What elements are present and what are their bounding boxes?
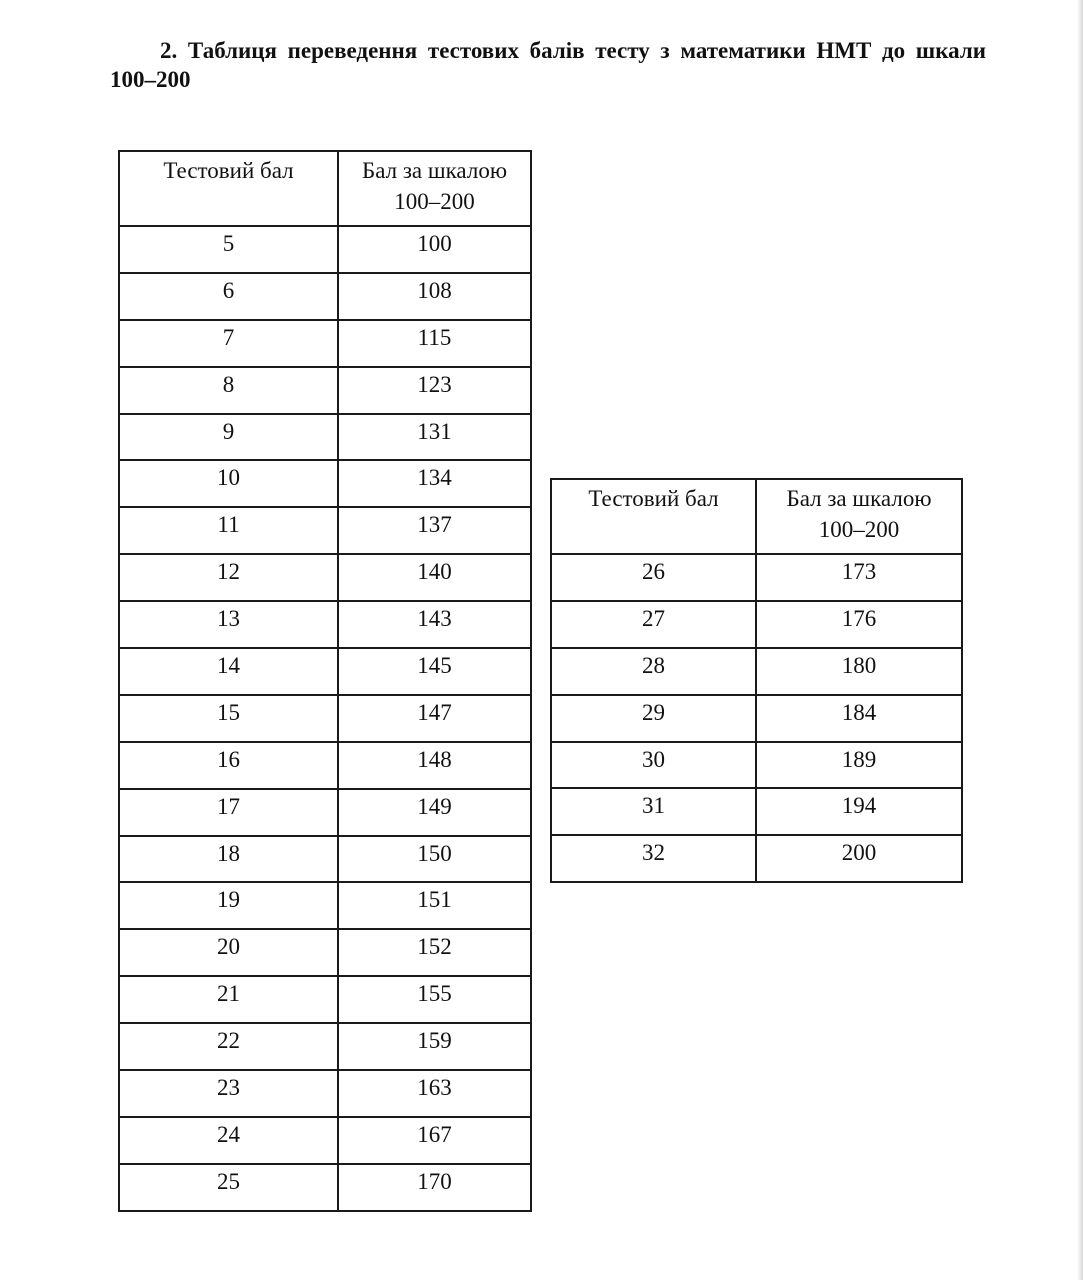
- header-scale-line1: Бал за шкалою: [362, 158, 507, 183]
- cell-scale-score: 173: [756, 554, 962, 601]
- cell-scale-score: 145: [338, 648, 531, 695]
- table-row: [119, 976, 531, 1023]
- cell-test-score: 27: [551, 601, 756, 648]
- table-row: [119, 601, 531, 648]
- cell-test-score: 19: [119, 882, 338, 929]
- table-row: [119, 648, 531, 695]
- cell-test-score: 23: [119, 1070, 338, 1117]
- cell-test-score: 29: [551, 695, 756, 742]
- table-row: [119, 882, 531, 929]
- table-row: [119, 507, 531, 554]
- table-row: [551, 648, 962, 695]
- table-row: [119, 320, 531, 367]
- cell-test-score: 9: [119, 414, 338, 461]
- table-header-row: [551, 479, 962, 554]
- cell-test-score: 10: [119, 460, 338, 507]
- header-test-score: Тестовий бал: [119, 151, 338, 226]
- table-row: [119, 414, 531, 461]
- cell-test-score: 21: [119, 976, 338, 1023]
- table-row: [119, 460, 531, 507]
- table-header-row: [119, 151, 531, 226]
- header-scale-score: [756, 479, 962, 554]
- cell-scale-score: 148: [338, 742, 531, 789]
- cell-test-score: 11: [119, 507, 338, 554]
- cell-test-score: 17: [119, 789, 338, 836]
- conversion-table-left: [118, 150, 532, 1212]
- cell-test-score: 26: [551, 554, 756, 601]
- table-row: [551, 601, 962, 648]
- cell-test-score: 14: [119, 648, 338, 695]
- table-row: [119, 367, 531, 414]
- cell-test-score: 5: [119, 226, 338, 273]
- cell-scale-score: 189: [756, 742, 962, 789]
- cell-scale-score: 170: [338, 1164, 531, 1211]
- table-row: [551, 835, 962, 882]
- table-left-body: [119, 226, 531, 1211]
- cell-scale-score: 147: [338, 695, 531, 742]
- cell-test-score: 20: [119, 929, 338, 976]
- cell-scale-score: 115: [338, 320, 531, 367]
- cell-test-score: 15: [119, 695, 338, 742]
- header-scale-line2: 100–200: [818, 517, 900, 542]
- table-row: [119, 1117, 531, 1164]
- table-row: [119, 1164, 531, 1211]
- cell-scale-score: 200: [756, 835, 962, 882]
- cell-scale-score: 151: [338, 882, 531, 929]
- cell-scale-score: 184: [756, 695, 962, 742]
- cell-test-score: 16: [119, 742, 338, 789]
- table-row: [551, 695, 962, 742]
- cell-scale-score: 163: [338, 1070, 531, 1117]
- cell-scale-score: 194: [756, 788, 962, 835]
- cell-scale-score: 143: [338, 601, 531, 648]
- cell-test-score: 24: [119, 1117, 338, 1164]
- page-edge-shadow: [1077, 0, 1083, 1280]
- cell-test-score: 18: [119, 836, 338, 883]
- cell-test-score: 31: [551, 788, 756, 835]
- cell-scale-score: 159: [338, 1023, 531, 1070]
- cell-scale-score: 152: [338, 929, 531, 976]
- header-scale-line2: 100–200: [394, 189, 475, 214]
- table-right-body: [551, 554, 962, 882]
- cell-test-score: 12: [119, 554, 338, 601]
- table-row: [119, 695, 531, 742]
- header-test-score: Тестовий бал: [551, 479, 756, 554]
- cell-test-score: 7: [119, 320, 338, 367]
- table-row: [119, 836, 531, 883]
- cell-test-score: 28: [551, 648, 756, 695]
- cell-test-score: 30: [551, 742, 756, 789]
- header-scale-score: [338, 151, 531, 226]
- table-row: [119, 789, 531, 836]
- table-row: [551, 788, 962, 835]
- table-row: [119, 1023, 531, 1070]
- cell-scale-score: 137: [338, 507, 531, 554]
- table-row: [119, 929, 531, 976]
- cell-test-score: 13: [119, 601, 338, 648]
- cell-scale-score: 108: [338, 273, 531, 320]
- table-row: [119, 1070, 531, 1117]
- cell-scale-score: 100: [338, 226, 531, 273]
- cell-test-score: 32: [551, 835, 756, 882]
- cell-test-score: 25: [119, 1164, 338, 1211]
- cell-scale-score: 134: [338, 460, 531, 507]
- table-row: [119, 226, 531, 273]
- cell-scale-score: 149: [338, 789, 531, 836]
- conversion-table-right: [550, 478, 963, 883]
- table-row: [119, 554, 531, 601]
- cell-scale-score: 180: [756, 648, 962, 695]
- page-title: 2. Таблиця переведення тестових балів тесту з математики НМТ до шкали 100–200: [110, 38, 986, 92]
- table-row: [119, 742, 531, 789]
- cell-scale-score: 140: [338, 554, 531, 601]
- cell-test-score: 6: [119, 273, 338, 320]
- cell-scale-score: 155: [338, 976, 531, 1023]
- cell-scale-score: 176: [756, 601, 962, 648]
- table-row: [119, 273, 531, 320]
- header-scale-line1: Бал за шкалою: [786, 486, 932, 511]
- table-row: [551, 554, 962, 601]
- cell-scale-score: 131: [338, 414, 531, 461]
- cell-test-score: 22: [119, 1023, 338, 1070]
- cell-scale-score: 167: [338, 1117, 531, 1164]
- cell-scale-score: 123: [338, 367, 531, 414]
- cell-scale-score: 150: [338, 836, 531, 883]
- cell-test-score: 8: [119, 367, 338, 414]
- table-row: [551, 742, 962, 789]
